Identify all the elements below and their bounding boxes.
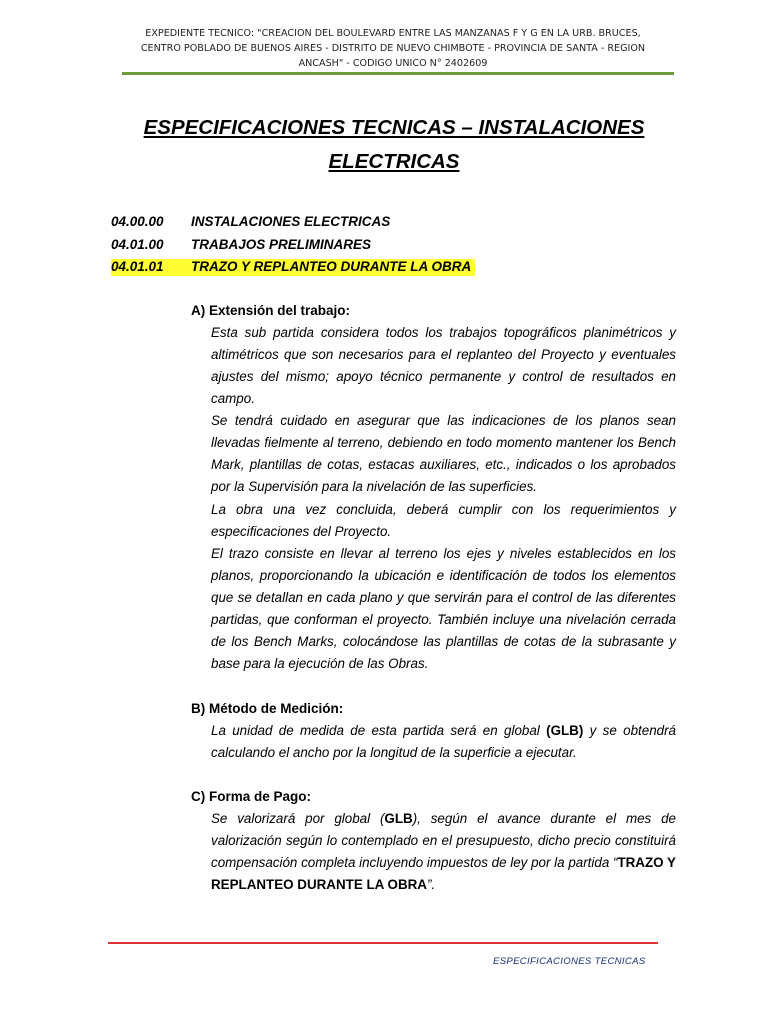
title-line-2: ELECTRICAS [328,150,460,173]
document-header [112,26,674,71]
code-number: 04.01.00 [111,237,164,252]
section-c-paragraph [211,808,676,896]
header-line-1: EXPEDIENTE TECNICO: "CREACION DEL BOULEVARD ENTRE LAS MANZANAS F Y G EN LA URB. BRUCES, [145,28,641,39]
header-rule [122,72,674,75]
section-c-text: ”. [426,877,436,893]
footer-text: ESPECIFICACIONES TECNICAS [493,956,646,967]
section-a-paragraph-2: Se tendrá cuidado en asegurar que las indicaciones de los planos sean llevadas fielmente al terreno, debiendo en todo momento mantener los Bench Mark, plantillas de cotas, estacas auxiliares, etc., indicados o los aprobados por la Supervisión para la nivelación de las superficies. [211,413,676,495]
section-c-heading: C) Forma de Pago: [191,789,312,804]
code-number: 04.01.01 [111,259,164,274]
section-c-text: Se valorizará por global ( [211,811,385,826]
page-title [100,113,688,177]
code-label: TRAZO Y REPLANTEO DURANTE LA OBRA [191,259,472,274]
title-line-1: ESPECIFICACIONES TECNICAS – INSTALACIONES [143,116,645,139]
code-label: TRABAJOS PRELIMINARES [191,237,372,252]
header-line-3: ANCASH" - CODIGO UNICO N° 2402609 [298,58,488,69]
partida-name: TRAZO Y REPLANTEO DURANTE LA OBRA [211,855,676,893]
code-label: INSTALACIONES ELECTRICAS [191,214,391,229]
section-c-text: ), según el avance durante el mes de valorización según lo contemplado en el presupuesto, dicho precio constituirá compensación completa incluyendo impuestos de ley por la partida “ [211,811,676,871]
section-b-heading: B) Método de Medición: [191,701,344,716]
section-a-paragraph-4: El trazo consiste en llevar al terreno los ejes y niveles establecidos en los planos, proporcionando la ubicación e identificación de todos los elementos que se detallan en cada plano y que servirán para el control de las diferentes partidas, que conforman el proyecto. También incluye una nivelación cerrada de los Bench Marks, colocándose las plantillas de cotas de la subrasante y base para la ejecución de las Obras. [211,546,676,672]
section-a-heading: A) Extensión del trabajo: [191,303,351,318]
section-b-paragraph [211,720,676,764]
code-number: 04.00.00 [111,214,164,229]
section-a-paragraph-3: La obra una vez concluida, deberá cumplir con los requerimientos y especificaciones del Proyecto. [211,502,676,540]
header-line-2: CENTRO POBLADO DE BUENOS AIRES - DISTRITO DE NUEVO CHIMBOTE - PROVINCIA DE SANTA - REGION [140,43,646,54]
footer-rule [108,942,658,944]
section-a-paragraph-1: Esta sub partida considera todos los trabajos topográficos planimétricos y altimétricos que son necesarios para el replanteo del Proyecto y eventuales ajustes del mismo; apoyo técnico permanente y control de resultados en campo. [211,325,676,407]
unit-glb: GLB [384,811,413,826]
section-b-text: y se obtendrá calculando el ancho por la longitud de la superficie a ejecutar. [211,723,677,761]
section-b-text: La unidad de medida de esta partida será en global [211,723,547,738]
unit-glb: (GLB) [546,723,584,738]
